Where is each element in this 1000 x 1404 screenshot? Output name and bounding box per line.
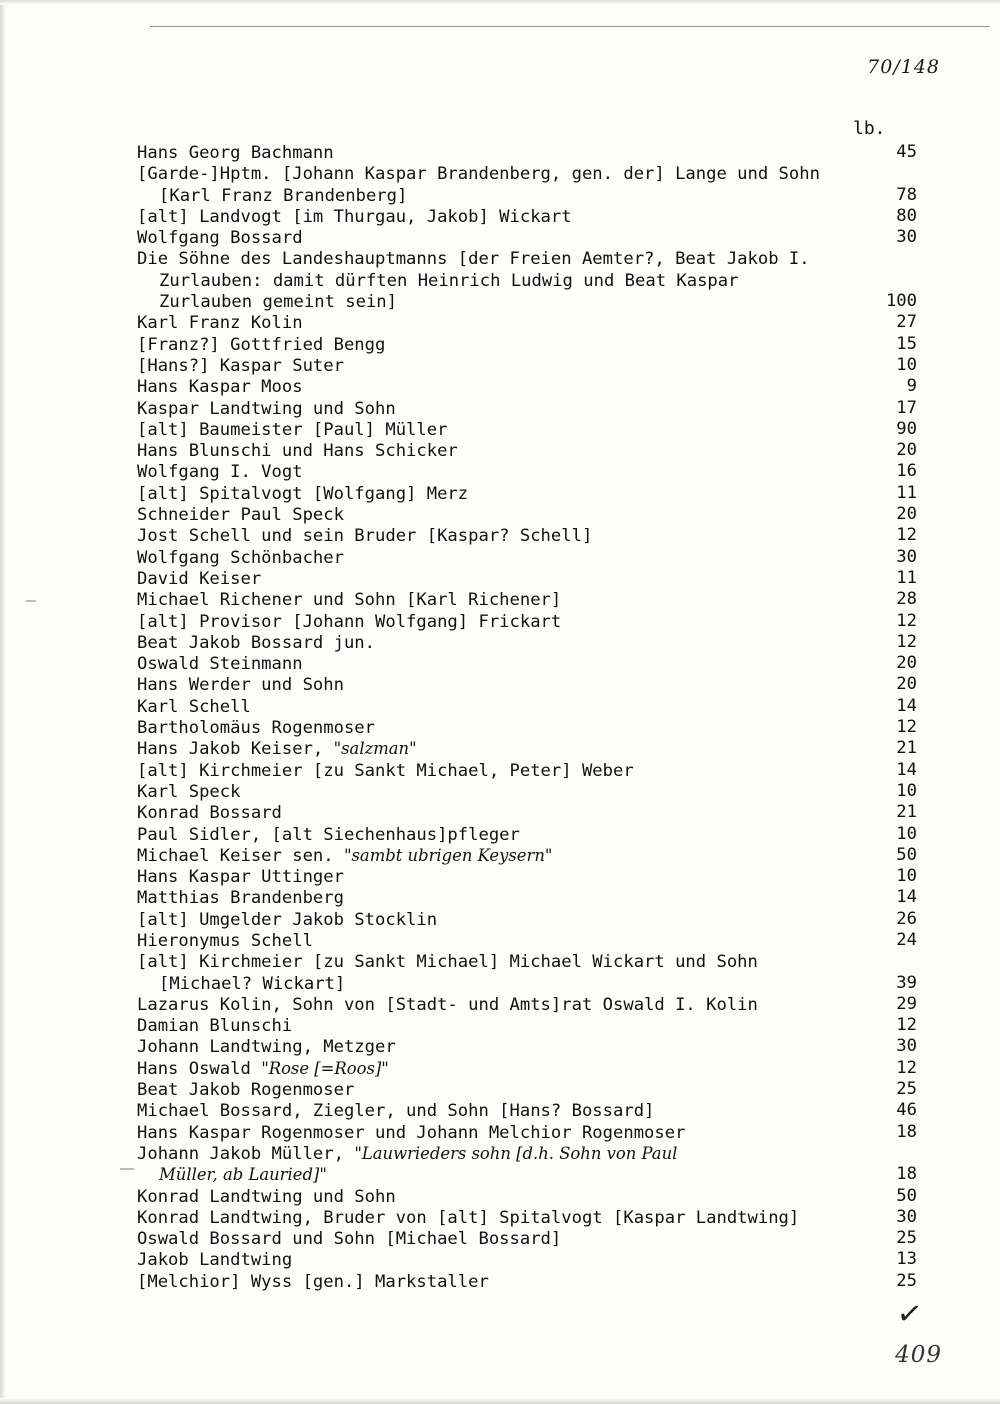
entry-text: Paul Sidler, [alt Siechenhaus]pfleger bbox=[137, 824, 520, 845]
entry-text: Konrad Landtwing, Bruder von [alt] Spitalvogt [Kaspar Landtwing] bbox=[137, 1207, 800, 1228]
checkmark-annotation: ✓ bbox=[894, 1295, 925, 1334]
register-row bbox=[137, 589, 917, 610]
entry-quoted-nickname: "Rose [=Roos]" bbox=[261, 1058, 389, 1078]
register-row bbox=[137, 1122, 917, 1143]
scan-edge-bottom bbox=[0, 1398, 1000, 1404]
entry-text: Wolfgang Bossard bbox=[137, 228, 303, 249]
entry-text: Matthias Brandenberg bbox=[137, 888, 344, 909]
entry-amount: 25 bbox=[896, 1079, 917, 1100]
entry-text: [alt] Landvogt [im Thurgau, Jakob] Wickart bbox=[137, 206, 572, 227]
register-row bbox=[137, 398, 917, 419]
entry-text: Zurlauben: damit dürften Heinrich Ludwig und Beat Kaspar bbox=[159, 270, 739, 291]
register-row bbox=[137, 547, 917, 568]
entry-text: [Franz?] Gottfried Bengg bbox=[137, 334, 386, 355]
entry-amount: 30 bbox=[896, 1206, 917, 1227]
entry-text: [alt] Baumeister [Paul] Müller bbox=[137, 419, 448, 440]
entry-amount: 80 bbox=[896, 205, 917, 226]
register-row bbox=[137, 483, 917, 504]
entry-amount: 26 bbox=[896, 908, 917, 929]
entry-amount: 14 bbox=[896, 695, 917, 716]
entry-amount: 78 bbox=[896, 184, 917, 205]
entry-text: [alt] Kirchmeier [zu Sankt Michael, Peter] Weber bbox=[137, 760, 634, 781]
entry-text: Bartholomäus Rogenmoser bbox=[137, 718, 375, 739]
entry-amount: 12 bbox=[896, 717, 917, 738]
entry-text: [Garde-]Hptm. [Johann Kaspar Brandenberg, gen. der] Lange und Sohn bbox=[137, 164, 820, 185]
entry-amount: 100 bbox=[885, 291, 917, 312]
entry-amount: 17 bbox=[896, 397, 917, 418]
entry-text: Beat Jakob Rogenmoser bbox=[137, 1080, 355, 1101]
entry-text: Hieronymus Schell bbox=[137, 930, 313, 951]
entry-amount: 13 bbox=[896, 1249, 917, 1270]
entry-amount: 50 bbox=[896, 844, 917, 865]
register-row bbox=[137, 1228, 917, 1249]
entry-text: Michael Keiser sen. "sambt ubrigen Keysern" bbox=[137, 845, 553, 866]
register-row bbox=[137, 1143, 917, 1164]
entry-amount: 21 bbox=[896, 738, 917, 759]
entry-amount: 18 bbox=[896, 1121, 917, 1142]
entry-amount: 21 bbox=[896, 802, 917, 823]
register-row bbox=[137, 419, 917, 440]
entry-amount: 14 bbox=[896, 887, 917, 908]
entry-amount: 20 bbox=[896, 653, 917, 674]
register-row bbox=[137, 270, 917, 291]
register-row bbox=[137, 376, 917, 397]
pencil-number-annotation: 409 bbox=[895, 1342, 942, 1368]
entry-amount: 45 bbox=[896, 142, 917, 162]
entry-amount: 12 bbox=[896, 525, 917, 546]
entry-text: Johann Landtwing, Metzger bbox=[137, 1037, 396, 1058]
register-row bbox=[137, 1036, 917, 1057]
register-row bbox=[137, 1249, 917, 1270]
entry-text: Hans Jakob Keiser, "salzman" bbox=[137, 739, 417, 760]
scan-edge-left bbox=[0, 0, 6, 1404]
entry-amount: 10 bbox=[896, 780, 917, 801]
register-row bbox=[137, 461, 917, 482]
register-row bbox=[137, 802, 917, 823]
entry-text: Karl Schell bbox=[137, 696, 251, 717]
entry-amount: 11 bbox=[896, 567, 917, 588]
entry-text: Hans Werder und Sohn bbox=[137, 675, 344, 696]
register-row bbox=[137, 1015, 917, 1036]
register-row bbox=[137, 334, 917, 355]
entry-amount: 10 bbox=[896, 354, 917, 375]
entry-text: [Melchior] Wyss [gen.] Markstaller bbox=[137, 1271, 489, 1292]
register-row bbox=[137, 1271, 917, 1292]
entry-amount: 12 bbox=[896, 631, 917, 652]
entry-text: Hans Blunschi und Hans Schicker bbox=[137, 441, 458, 462]
entry-amount: 12 bbox=[896, 1015, 917, 1036]
entry-text: Jakob Landtwing bbox=[137, 1250, 293, 1271]
register-row bbox=[137, 1058, 917, 1079]
register-row bbox=[137, 717, 917, 738]
register-row bbox=[137, 909, 917, 930]
entry-quoted-nickname: "Lauwrieders sohn [d.h. Sohn von Paul bbox=[354, 1143, 678, 1163]
folio-number: 70/148 bbox=[867, 56, 940, 78]
entry-text: Oswald Bossard und Sohn [Michael Bossard] bbox=[137, 1229, 562, 1250]
entry-amount: 50 bbox=[896, 1185, 917, 1206]
entry-text: Die Söhne des Landeshauptmanns [der Freien Aemter?, Beat Jakob I. bbox=[137, 249, 810, 270]
register-row bbox=[137, 653, 917, 674]
entry-text: Oswald Steinmann bbox=[137, 654, 303, 675]
entry-text: Karl Franz Kolin bbox=[137, 313, 303, 334]
entry-amount: 16 bbox=[896, 461, 917, 482]
entry-amount: 20 bbox=[896, 440, 917, 461]
entry-text: Konrad Landtwing und Sohn bbox=[137, 1186, 396, 1207]
entry-quoted-nickname: "salzman" bbox=[333, 739, 417, 759]
entry-text: Schneider Paul Speck bbox=[137, 505, 344, 526]
entry-text: Zurlauben gemeint sein] bbox=[159, 292, 397, 313]
entry-amount: 24 bbox=[896, 929, 917, 950]
register-row bbox=[137, 611, 917, 632]
register-row bbox=[137, 185, 917, 206]
register-row bbox=[137, 504, 917, 525]
register-row bbox=[137, 440, 917, 461]
register-row bbox=[137, 930, 917, 951]
entry-amount: 18 bbox=[896, 1164, 917, 1185]
entry-text: Hans Kaspar Uttinger bbox=[137, 867, 344, 888]
register-row bbox=[137, 568, 917, 589]
entry-amount: 11 bbox=[896, 482, 917, 503]
entry-quoted-nickname: "sambt ubrigen Keysern" bbox=[343, 845, 553, 865]
entry-text: Hans Kaspar Moos bbox=[137, 377, 303, 398]
register-row bbox=[137, 887, 917, 908]
register-row bbox=[137, 142, 917, 163]
entry-text: [alt] Umgelder Jakob Stocklin bbox=[137, 909, 438, 930]
register-row bbox=[137, 1186, 917, 1207]
register-row bbox=[137, 973, 917, 994]
register-row bbox=[137, 738, 917, 759]
tax-register-list bbox=[137, 142, 917, 1292]
entry-text: Wolfgang Schönbacher bbox=[137, 547, 344, 568]
entry-text: Damian Blunschi bbox=[137, 1016, 293, 1037]
entry-amount: 27 bbox=[896, 312, 917, 333]
register-row bbox=[137, 227, 917, 248]
entry-text: [alt] Spitalvogt [Wolfgang] Merz bbox=[137, 483, 469, 504]
entry-text: Johann Jakob Müller, "Lauwrieders sohn [d.h. Sohn von Paul bbox=[137, 1143, 678, 1164]
register-row bbox=[137, 355, 917, 376]
entry-text: Wolfgang I. Vogt bbox=[137, 462, 303, 483]
entry-text: [Hans?] Kaspar Suter bbox=[137, 355, 344, 376]
register-row bbox=[137, 760, 917, 781]
scan-edge-top bbox=[0, 0, 1000, 5]
register-row bbox=[137, 1207, 917, 1228]
entry-text: Jost Schell und sein Bruder [Kaspar? Schell] bbox=[137, 526, 593, 547]
entry-text: Kaspar Landtwing und Sohn bbox=[137, 398, 396, 419]
entry-text: [alt] Kirchmeier [zu Sankt Michael] Michael Wickart und Sohn bbox=[137, 952, 758, 973]
entry-text: Karl Speck bbox=[137, 781, 241, 802]
entry-amount: 30 bbox=[896, 546, 917, 567]
header-rule bbox=[150, 26, 990, 27]
entry-amount: 9 bbox=[906, 376, 917, 397]
entry-text: Konrad Bossard bbox=[137, 803, 282, 824]
register-row bbox=[137, 951, 917, 972]
entry-text: Lazarus Kolin, Sohn von [Stadt- und Amts]rat Oswald I. Kolin bbox=[137, 994, 758, 1015]
entry-amount: 28 bbox=[896, 589, 917, 610]
entry-amount: 25 bbox=[896, 1228, 917, 1249]
entry-text: David Keiser bbox=[137, 568, 262, 589]
register-row bbox=[137, 696, 917, 717]
entry-text: Michael Bossard, Ziegler, und Sohn [Hans? Bossard] bbox=[137, 1101, 655, 1122]
entry-amount: 20 bbox=[896, 504, 917, 525]
register-row bbox=[137, 163, 917, 184]
register-row bbox=[137, 994, 917, 1015]
entry-text: Michael Richener und Sohn [Karl Richener] bbox=[137, 590, 562, 611]
register-row bbox=[137, 206, 917, 227]
entry-text: Beat Jakob Bossard jun. bbox=[137, 632, 375, 653]
scan-artifact bbox=[120, 1168, 134, 1170]
entry-text: Hans Georg Bachmann bbox=[137, 143, 334, 163]
register-row bbox=[137, 291, 917, 312]
entry-quoted-nickname: Müller, ab Lauried]" bbox=[159, 1165, 327, 1185]
entry-text: [Michael? Wickart] bbox=[159, 973, 346, 994]
entry-amount: 90 bbox=[896, 418, 917, 439]
register-row bbox=[137, 248, 917, 269]
entry-amount: 15 bbox=[896, 333, 917, 354]
register-row bbox=[137, 632, 917, 653]
entry-amount: 29 bbox=[896, 993, 917, 1014]
register-row bbox=[137, 1164, 917, 1185]
entry-amount: 30 bbox=[896, 227, 917, 248]
entry-text: Hans Kaspar Rogenmoser und Johann Melchior Rogenmoser bbox=[137, 1122, 686, 1143]
currency-unit-header: lb. bbox=[853, 118, 886, 139]
register-row bbox=[137, 525, 917, 546]
entry-amount: 46 bbox=[896, 1100, 917, 1121]
entry-text: Hans Oswald "Rose [=Roos]" bbox=[137, 1058, 389, 1079]
entry-amount: 14 bbox=[896, 759, 917, 780]
entry-amount: 30 bbox=[896, 1036, 917, 1057]
entry-amount: 10 bbox=[896, 866, 917, 887]
register-row bbox=[137, 1079, 917, 1100]
register-row bbox=[137, 845, 917, 866]
entry-amount: 10 bbox=[896, 823, 917, 844]
scan-artifact bbox=[26, 600, 36, 602]
register-row bbox=[137, 866, 917, 887]
entry-text bbox=[137, 1164, 327, 1186]
entry-amount: 12 bbox=[896, 610, 917, 631]
entry-text: [alt] Provisor [Johann Wolfgang] Frickart bbox=[137, 611, 562, 632]
register-row bbox=[137, 824, 917, 845]
entry-amount: 12 bbox=[896, 1057, 917, 1078]
entry-amount: 20 bbox=[896, 674, 917, 695]
register-row bbox=[137, 781, 917, 802]
register-row bbox=[137, 312, 917, 333]
entry-text: [Karl Franz Brandenberg] bbox=[159, 185, 408, 206]
entry-amount: 25 bbox=[896, 1270, 917, 1291]
entry-amount: 39 bbox=[896, 972, 917, 993]
register-row bbox=[137, 674, 917, 695]
register-row bbox=[137, 1100, 917, 1121]
